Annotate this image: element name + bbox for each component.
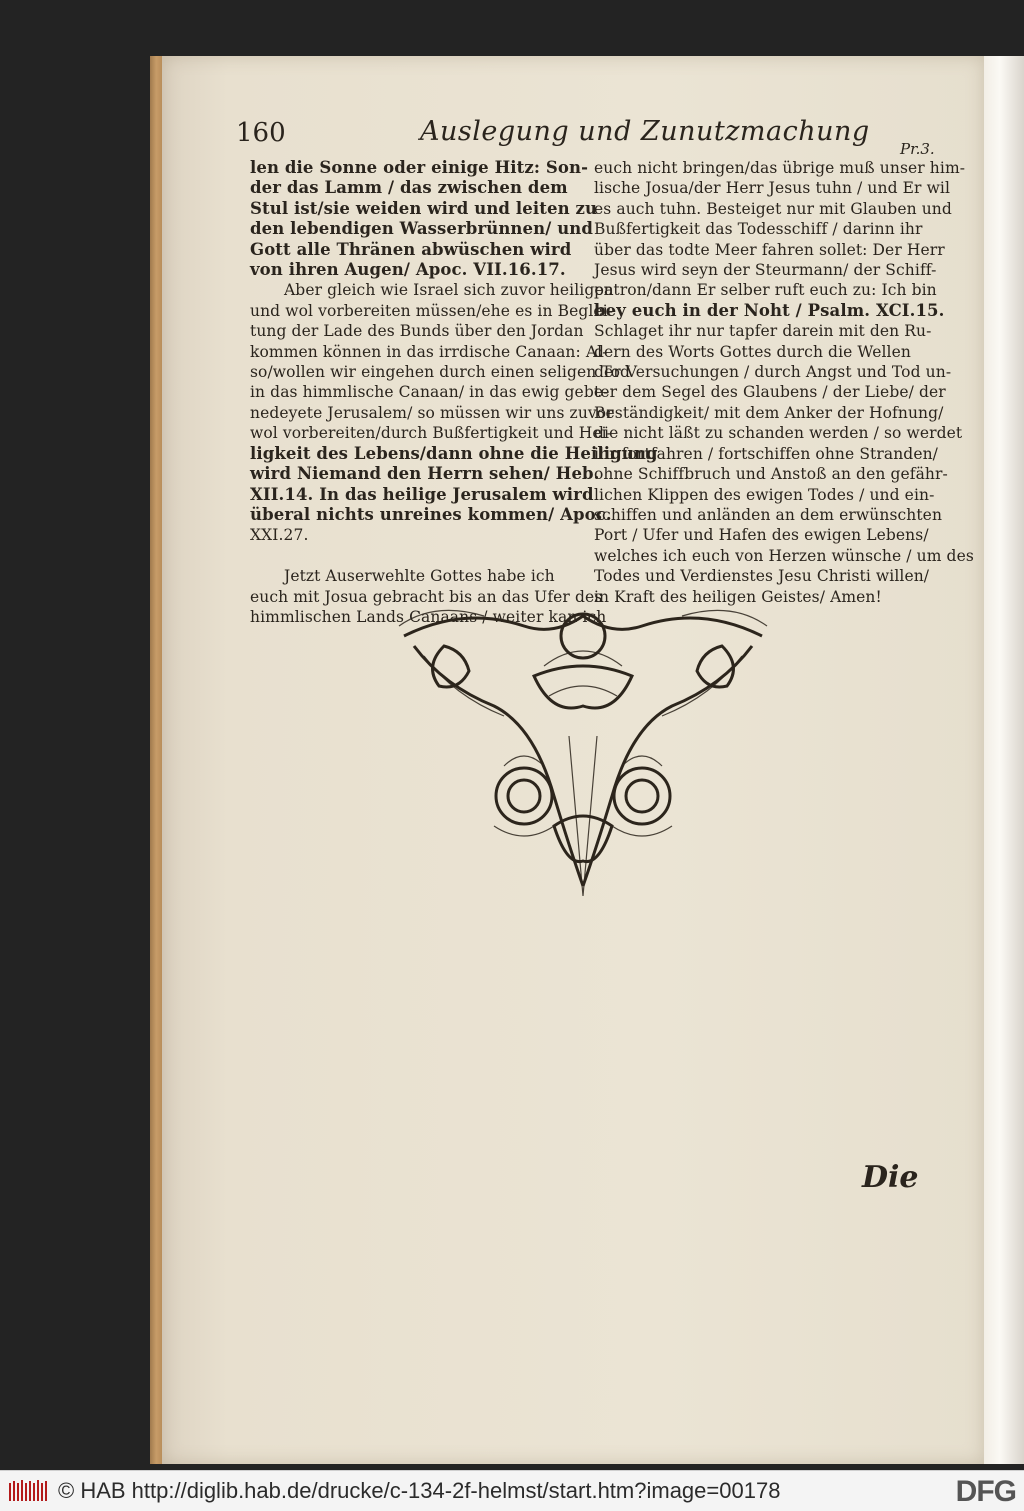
text-line: Todes und Verdienstes Jesu Christi willen/ <box>594 567 930 586</box>
next-page-edge <box>984 56 1024 1464</box>
text-line: es auch tuhn. Besteiget nur mit Glauben und <box>594 199 952 218</box>
text-line: himmlischen Lands Canaans / weiter kan ich <box>250 607 607 626</box>
text-line: über das todte Meer fahren sollet: Der Herr <box>594 240 945 259</box>
text-line: schiffen und anländen an dem erwünschten <box>594 505 943 524</box>
text-line: die nicht läßt zu schanden werden / so werdet <box>594 424 963 443</box>
text-line: Aber gleich wie Israel sich zuvor heiligen <box>284 281 614 300</box>
text-line: Beständigkeit/ mit dem Anker der Hofnung/ <box>594 403 944 422</box>
text-column-right <box>594 158 974 607</box>
text-line: Gott alle Thränen abwüschen wird <box>250 239 572 259</box>
text-line: in das himmlische Canaan/ in das ewig gebe- <box>250 383 609 402</box>
text-line: bey euch in der Noht / Psalm. XCI.15. <box>594 300 945 320</box>
footer-source-link[interactable]: © HAB http://diglib.hab.de/drucke/c-134-2f-helmst/start.htm?image=00178 <box>58 1478 781 1503</box>
running-head: Auslegung und Zunutzmachung <box>420 116 870 147</box>
text-line: wol vorbereiten/durch Bußfertigkeit und Hei- <box>250 424 613 443</box>
text-line: ohne Schiffbruch und Anstoß an den gefähr- <box>594 465 948 484</box>
text-line: und wol vorbereiten müssen/ehe es in Beglei- <box>250 301 614 320</box>
text-line: Schlaget ihr nur tapfer darein mit den Ru- <box>594 322 932 341</box>
text-line: nedeyete Jerusalem/ so müssen wir uns zuvor <box>250 403 614 422</box>
text-line: Stul ist/sie weiden wird und leiten zu <box>250 198 598 218</box>
text-line <box>250 546 576 566</box>
dfg-logo: DFG <box>955 1475 1016 1508</box>
text-line: Port / Ufer und Hafen des ewigen Lebens/ <box>594 526 929 545</box>
text-line: der das Lamm / das zwischen dem <box>250 178 568 198</box>
text-line: patron/dann Er selber ruft euch zu: Ich bin <box>594 281 937 300</box>
text-line: der Versuchungen / durch Angst und Tod un- <box>594 363 952 382</box>
text-line: tung der Lade des Bunds über den Jordan <box>250 322 584 341</box>
text-line: welches ich euch von Herzen wünsche / um des <box>594 546 974 565</box>
text-line: lichen Klippen des ewigen Todes / und ein- <box>594 485 935 504</box>
text-line: Bußfertigkeit das Todesschiff / darinn ihr <box>594 220 923 239</box>
text-line: XXI.27. <box>250 526 309 545</box>
copyright-footer <box>0 1470 1024 1511</box>
text-line: lische Josua/der Herr Jesus tuhn / und Er wil <box>594 179 951 198</box>
text-line: überal nichts unreines kommen/ Apoc. <box>250 504 612 524</box>
text-line: euch nicht bringen/das übrige muß unser him- <box>594 159 966 177</box>
hab-barcode-logo-icon <box>8 1479 48 1503</box>
text-column-left <box>250 158 658 627</box>
text-line: ter dem Segel des Glaubens / der Liebe/ der <box>594 383 946 402</box>
text-line: ligkeit des Lebens/dann ohne die Heiligung <box>250 443 658 463</box>
page-number: 160 <box>236 118 286 148</box>
text-line: in Kraft des heiligen Geistes/ Amen! <box>594 587 882 606</box>
text-line: dern des Worts Gottes durch die Wellen <box>594 342 911 361</box>
margin-note: Pr.3. <box>900 140 935 158</box>
text-line: ihr fortfahren / fortschiffen ohne Stranden/ <box>594 444 938 463</box>
text-line: euch mit Josua gebracht bis an das Ufer des <box>250 587 603 606</box>
catchword: Die <box>862 1160 919 1195</box>
text-line: so/wollen wir eingehen durch einen seligen Tod <box>250 363 631 382</box>
text-line: XII.14. In das heilige Jerusalem wird <box>250 484 594 504</box>
text-line: Jetzt Auserwehlte Gottes habe ich <box>284 567 555 586</box>
text-line: von ihren Augen/ Apoc. VII.16.17. <box>250 260 566 280</box>
text-line: Jesus wird seyn der Steurmann/ der Schiff- <box>594 261 937 280</box>
floral-ornament-icon <box>384 596 782 898</box>
text-line: kommen können in das irrdische Canaan: Al- <box>250 342 608 361</box>
text-line: len die Sonne oder einige Hitz: Son- <box>250 158 589 177</box>
text-line: wird Niemand den Herrn sehen/ Heb. <box>250 464 600 484</box>
text-line: den lebendigen Wasserbrünnen/ und <box>250 219 594 239</box>
